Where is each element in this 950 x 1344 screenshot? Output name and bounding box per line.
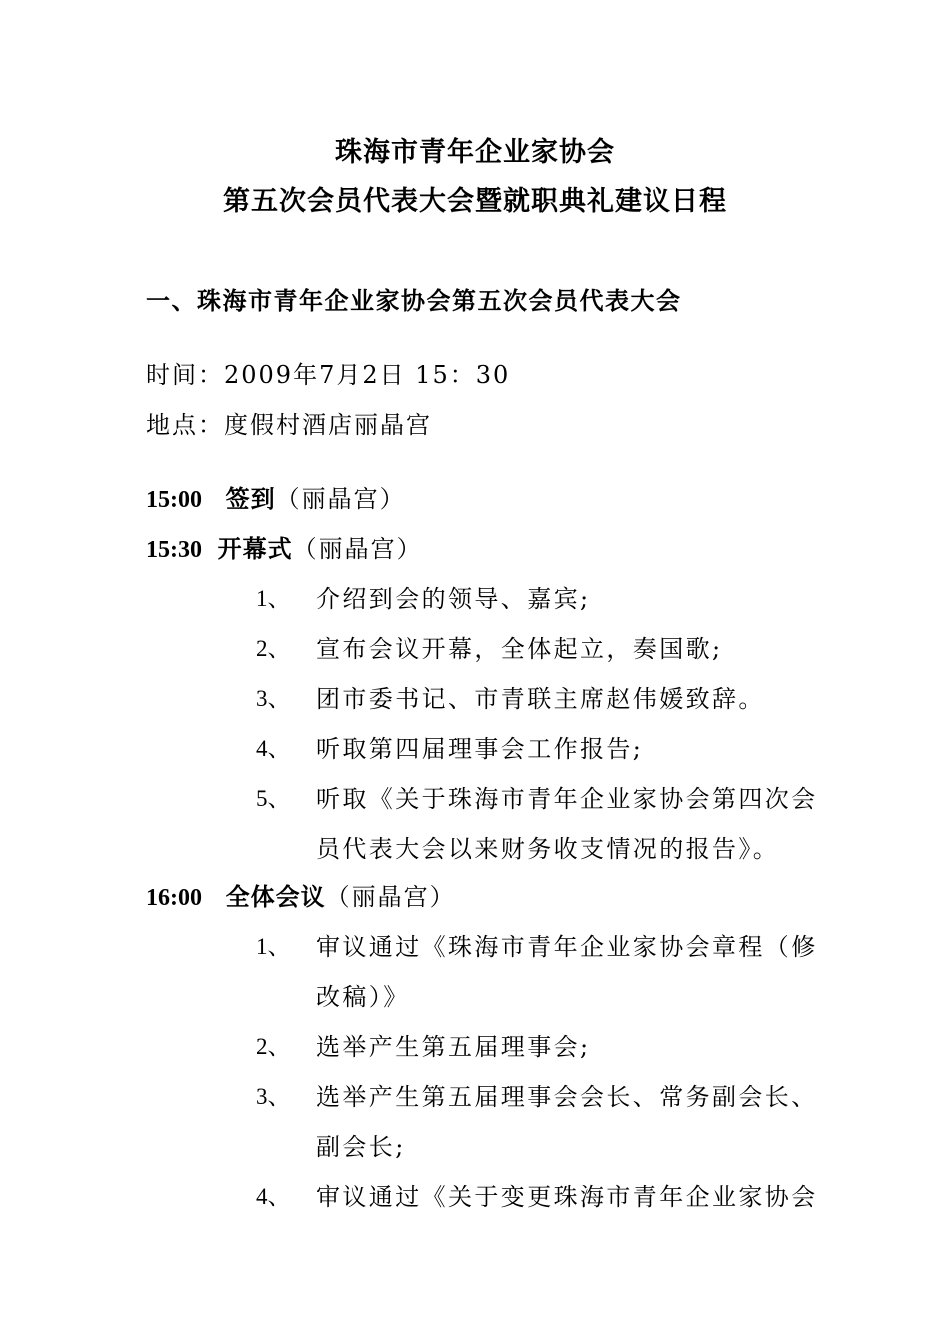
schedule-time: 16:00 bbox=[146, 885, 202, 911]
list-item-number: 4、 bbox=[256, 1184, 291, 1209]
doc-title-line2: 第五次会员代表大会暨就职典礼建议日程 bbox=[223, 186, 727, 217]
list-item-text: 选举产生第五届理事会; bbox=[316, 1033, 591, 1061]
list-item-number: 3、 bbox=[256, 686, 291, 711]
list-item-text-continued: 改稿）》 bbox=[316, 983, 410, 1011]
list-item-number: 1、 bbox=[256, 934, 291, 959]
schedule-venue: （丽晶宫） bbox=[275, 485, 406, 513]
list-item-number: 3、 bbox=[256, 1084, 291, 1109]
schedule-venue: （丽晶宫） bbox=[325, 883, 456, 911]
list-item-text: 宣布会议开幕，全体起立，奏国歌; bbox=[316, 635, 723, 663]
doc-title-line1: 珠海市青年企业家协会 bbox=[335, 137, 615, 168]
list-item-number: 2、 bbox=[256, 636, 291, 661]
schedule-venue: （丽晶宫） bbox=[292, 535, 423, 563]
list-item-text-continued: 副会长; bbox=[316, 1133, 406, 1161]
list-item-text: 审议通过《珠海市青年企业家协会章程（修 bbox=[316, 933, 818, 961]
list-item-number: 2、 bbox=[256, 1034, 291, 1059]
meeting-place: 地点：度假村酒店丽晶宫 bbox=[146, 411, 432, 439]
schedule-label: 全体会议 bbox=[225, 882, 326, 911]
list-item-text: 听取第四届理事会工作报告; bbox=[316, 735, 644, 763]
list-item-text: 团市委书记、市青联主席赵伟媛致辞。 bbox=[316, 685, 765, 713]
schedule-label: 开幕式 bbox=[217, 534, 293, 563]
list-item-number: 1、 bbox=[256, 586, 291, 611]
schedule-entry-signin bbox=[146, 484, 406, 515]
schedule-time: 15:00 bbox=[146, 487, 202, 513]
list-item-number: 5、 bbox=[256, 786, 291, 811]
list-item-text: 听取《关于珠海市青年企业家协会第四次会 bbox=[316, 785, 818, 813]
meeting-time: 时间：2009年7月2日 15：30 bbox=[146, 361, 511, 389]
schedule-entry-opening bbox=[146, 534, 423, 565]
list-item-text-continued: 员代表大会以来财务收支情况的报告》。 bbox=[316, 835, 780, 863]
schedule-time: 15:30 bbox=[146, 537, 202, 563]
list-item-text: 介绍到会的领导、嘉宾; bbox=[316, 585, 591, 613]
schedule-entry-plenary bbox=[146, 882, 456, 913]
list-item-text: 审议通过《关于变更珠海市青年企业家协会 bbox=[316, 1183, 818, 1211]
schedule-label: 签到 bbox=[225, 484, 276, 513]
list-item-text: 选举产生第五届理事会会长、常务副会长、 bbox=[316, 1083, 818, 1111]
section-heading: 一、珠海市青年企业家协会第五次会员代表大会 bbox=[146, 286, 682, 315]
list-item-number: 4、 bbox=[256, 736, 291, 761]
